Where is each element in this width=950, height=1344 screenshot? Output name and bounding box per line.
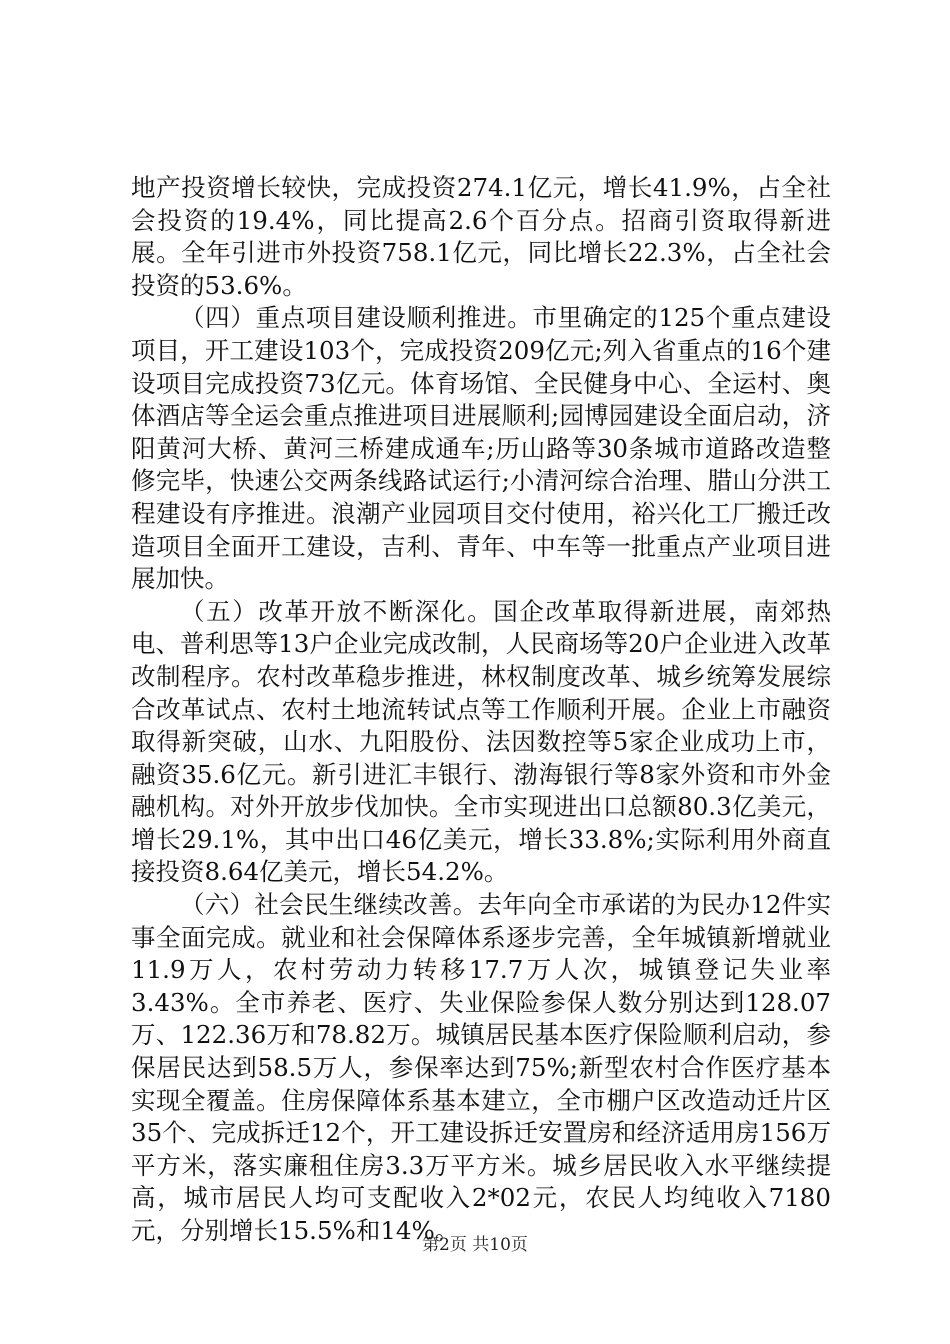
paragraph-continuation: 地产投资增长较快，完成投资274.1亿元，增长41.9%，占全社会投资的19.4%，同比提高2.6个百分点。招商引资取得新进展。全年引进市外投资758.1亿元，同比增长22.3%，占全社会投资的53.6%。	[131, 173, 831, 300]
paragraph-key-projects: （四）重点项目建设顺利推进。市里确定的125个重点建设项目，开工建设103个，完成投资209亿元;列入省重点的16个建设项目完成投资73亿元。体育场馆、全民健身中心、全运村、奥体酒店等全运会重点推进项目进展顺利;园博园建设全面启动，济阳黄河大桥、黄河三桥建成通车;历山路等30条城市道路改造整修完毕，快速公交两条线路试运行;小清河综合治理、腊山分洪工程建设有序推进。浪潮产业园项目交付使用，裕兴化工厂搬迁改造项目全面开工建设，吉利、青年、中车等一批重点产业项目进展加快。	[131, 303, 831, 594]
paragraph-reform-opening: （五）改革开放不断深化。国企改革取得新进展，南郊热电、普利思等13户企业完成改制，人民商场等20户企业进入改革改制程序。农村改革稳步推进，林权制度改革、城乡统筹发展综合改革试点、农村土地流转试点等工作顺利开展。企业上市融资取得新突破，山水、九阳股份、法因数控等5家企业成功上市，融资35.6亿元。新引进汇丰银行、渤海银行等8家外资和市外金融机构。对外开放步伐加快。全市实现进出口总额80.3亿美元，增长29.1%，其中出口46亿美元，增长33.8%;实际利用外商直接投资8.64亿美元，增长54.2%。	[131, 596, 831, 887]
paragraph-livelihood: （六）社会民生继续改善。去年向全市承诺的为民办12件实事全面完成。就业和社会保障体系逐步完善，全年城镇新增就业11.9万人，农村劳动力转移17.7万人次，城镇登记失业率3.43%。全市养老、医疗、失业保险参保人数分别达到128.07万、122.36万和78.82万。城镇居民基本医疗保险顺利启动，参保居民达到58.5万人，参保率达到75%;新型农村合作医疗基本实现全覆盖。住房保障体系基本建立，全市棚户区改造动迁片区35个、完成拆迁12个，开工建设拆迁安置房和经济适用房156万平方米，落实廉租住房3.3万平方米。城乡居民收入水平继续提高，城市居民人均可支配收入2*02元，农民人均纯收入7180元，分别增长15.5%和14%。	[131, 890, 831, 1245]
page-footer: 第2页 共10页	[422, 1235, 528, 1255]
body-text	[131, 172, 831, 1248]
